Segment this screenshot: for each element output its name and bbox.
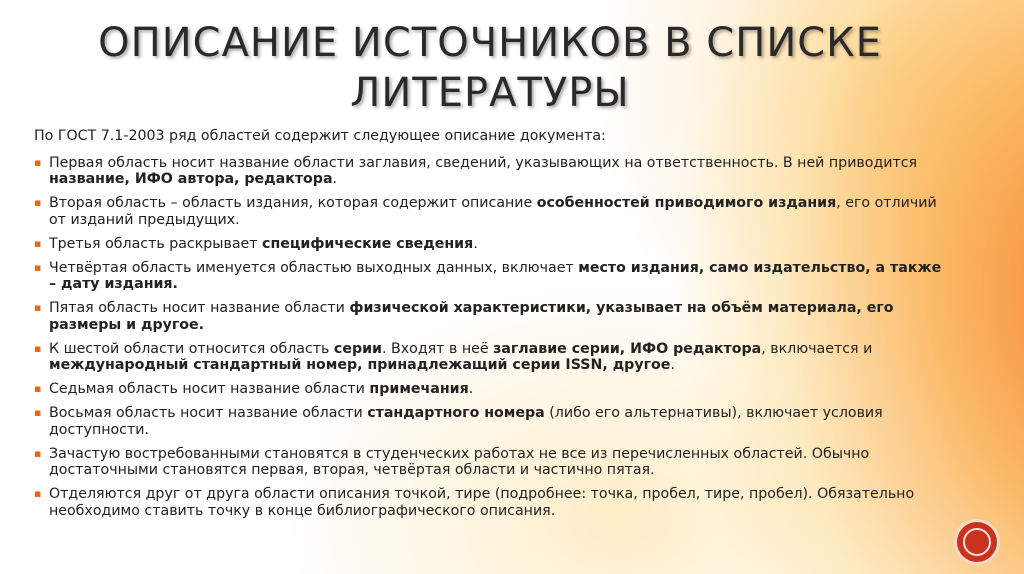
list-item: ▪ Вторая область – область издания, которая содержит описание особенностей приводимого издания, его отличий от изданий предыдущих. xyxy=(34,195,944,228)
list-item: ▪ Пятая область носит название области физической характеристики, указывает на объём материала, его размеры и другое. xyxy=(34,300,944,333)
slide-body xyxy=(34,128,944,527)
list-item: ▪ Третья область раскрывает специфические сведения. xyxy=(34,236,944,253)
list-item: ▪ Четвёртая область именуется областью выходных данных, включает место издания, само издательство, а также – дату издания. xyxy=(34,260,944,293)
title-line-2: ЛИТЕРАТУРЫ xyxy=(350,70,630,116)
title-line-1: ОПИСАНИЕ ИСТОЧНИКОВ В СПИСКЕ xyxy=(98,20,882,66)
decorative-circle-icon xyxy=(957,522,997,562)
slide-title xyxy=(60,18,920,118)
areas-list xyxy=(34,155,944,520)
list-item: ▪ Седьмая область носит название области примечания. xyxy=(34,381,944,398)
list-item: ▪ Зачастую востребованными становятся в студенческих работах не все из перечисленных областей. Обычно достаточными становятся первая, вторая, четвёртая области и частично пятая. xyxy=(34,446,944,479)
list-item: ▪ Первая область носит название области заглавия, сведений, указывающих на ответственность. В ней приводится название, ИФО автора, редактора. xyxy=(34,155,944,188)
list-item: ▪ Отделяются друг от друга области описания точкой, тире (подробнее: точка, пробел, тире, пробел). Обязательно необходимо ставить точку в конце библиографического описания. xyxy=(34,486,944,519)
intro-text: По ГОСТ 7.1-2003 ряд областей содержит следующее описание документа: xyxy=(34,128,606,144)
list-item: ▪ К шестой области относится область серии. Входят в неё заглавие серии, ИФО редактора, включается и международный стандартный номер, принадлежащий серии ISSN, другое. xyxy=(34,341,944,374)
list-item: ▪ Восьмая область носит название области стандартного номера (либо его альтернативы), включает условия доступности. xyxy=(34,405,944,438)
